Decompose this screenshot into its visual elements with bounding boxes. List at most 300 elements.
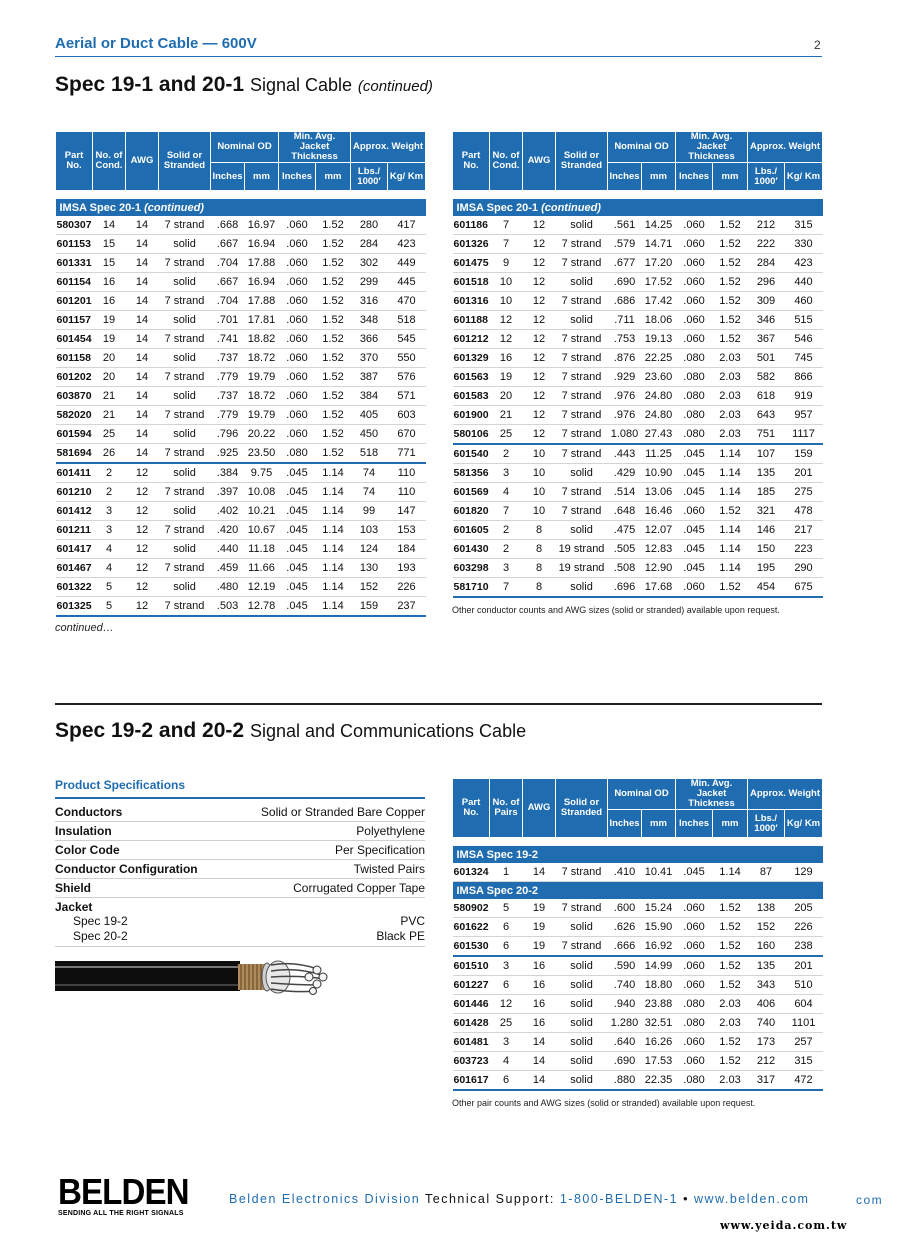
table-cell: 367 xyxy=(748,330,785,349)
table-cell: solid xyxy=(159,540,211,559)
table-cell: 16 xyxy=(490,349,523,368)
table-cell: .060 xyxy=(676,1033,713,1052)
table-cell: 16 xyxy=(523,995,556,1014)
table-cell: 7 strand xyxy=(556,444,608,464)
table-row xyxy=(453,330,823,349)
table-cell: 3 xyxy=(490,559,523,578)
table-cell: .060 xyxy=(279,235,316,254)
table-cell: 26 xyxy=(93,444,126,464)
table-cell: 348 xyxy=(351,311,388,330)
table-cell: 10.41 xyxy=(642,863,676,882)
table-cell: .704 xyxy=(211,254,245,273)
table-cell: .690 xyxy=(608,1052,642,1071)
table-header xyxy=(453,132,823,191)
table-cell: 10.90 xyxy=(642,464,676,483)
table-cell: .741 xyxy=(211,330,245,349)
spec-value: Corrugated Copper Tape xyxy=(293,881,425,895)
table-cell: 7 strand xyxy=(159,483,211,502)
table-section-label: IMSA Spec 19-2 xyxy=(453,846,823,863)
table-cell: 581694 xyxy=(56,444,93,464)
table-cell: .779 xyxy=(211,368,245,387)
table-cell: 601540 xyxy=(453,444,490,464)
table-cell: 14 xyxy=(126,292,159,311)
table-cell: .045 xyxy=(676,521,713,540)
table-cell: solid xyxy=(159,235,211,254)
table-cell: solid xyxy=(556,1014,608,1033)
table-row xyxy=(453,995,823,1014)
table-cell: 296 xyxy=(748,273,785,292)
table-cell: 19 xyxy=(523,899,556,918)
table-cell: 745 xyxy=(785,349,823,368)
table-cell: 3 xyxy=(490,1033,523,1052)
table-cell: 18.06 xyxy=(642,311,676,330)
table-cell: 16 xyxy=(93,292,126,311)
table-cell: 545 xyxy=(388,330,426,349)
table-cell: 601158 xyxy=(56,349,93,368)
table-cell: 601481 xyxy=(453,1033,490,1052)
table-cell: 16.46 xyxy=(642,502,676,521)
table-cell: solid xyxy=(159,502,211,521)
spec-row xyxy=(55,859,425,879)
table-cell: 601594 xyxy=(56,425,93,444)
table-row xyxy=(453,578,823,598)
table-cell: 10.08 xyxy=(245,483,279,502)
table-cell: 643 xyxy=(748,406,785,425)
table-bottom-footnote: Other pair counts and AWG sizes (solid or stranded) available upon request. xyxy=(452,1098,756,1108)
continued-note: continued… xyxy=(55,622,114,634)
table-cell: .060 xyxy=(279,406,316,425)
table-cell: 159 xyxy=(351,597,388,617)
table-cell: 12 xyxy=(523,387,556,406)
table-cell: 2.03 xyxy=(713,1014,748,1033)
table-cell: .397 xyxy=(211,483,245,502)
table-cell: 576 xyxy=(388,368,426,387)
spec-table-bottom xyxy=(452,778,823,1091)
col-lbs: Lbs./ 1000′ xyxy=(748,163,785,191)
table-cell: .579 xyxy=(608,235,642,254)
table-cell: 2 xyxy=(93,483,126,502)
section-divider xyxy=(55,703,822,705)
table-cell: .060 xyxy=(676,254,713,273)
table-cell: 7 strand xyxy=(556,406,608,425)
table-cell: .402 xyxy=(211,502,245,521)
table-cell: 135 xyxy=(748,956,785,976)
table-row xyxy=(453,406,823,425)
table-cell: 4 xyxy=(490,1052,523,1071)
table-cell: .667 xyxy=(211,273,245,292)
table-cell: 22.25 xyxy=(642,349,676,368)
table-cell: .740 xyxy=(608,976,642,995)
table-cell: .508 xyxy=(608,559,642,578)
table-cell: 582020 xyxy=(56,406,93,425)
table-cell: .045 xyxy=(279,502,316,521)
spec-jacket-sub-value: Black PE xyxy=(376,929,425,943)
table-cell: .429 xyxy=(608,464,642,483)
table-cell: 16 xyxy=(523,976,556,995)
col-od-mm: mm xyxy=(245,163,279,191)
cable-illustration xyxy=(55,955,345,1003)
table-cell: 7 strand xyxy=(159,254,211,273)
table-cell: 32.51 xyxy=(642,1014,676,1033)
table-cell: 23.88 xyxy=(642,995,676,1014)
table-row xyxy=(56,463,426,483)
col-od: Nominal OD xyxy=(608,779,676,810)
table-cell: 1.52 xyxy=(316,330,351,349)
footer-support-label: Technical Support: xyxy=(425,1192,555,1206)
table-cell: solid xyxy=(556,976,608,995)
table-cell: 7 strand xyxy=(556,483,608,502)
table-cell: 1101 xyxy=(785,1014,823,1033)
col-lbs: Lbs./ 1000′ xyxy=(351,163,388,191)
table-cell: 1.080 xyxy=(608,425,642,445)
table-cell: 12 xyxy=(126,463,159,483)
table-cell: 440 xyxy=(785,273,823,292)
spec-row xyxy=(55,802,425,822)
col-solid: Solid or Stranded xyxy=(159,132,211,191)
table-cell: 603 xyxy=(388,406,426,425)
table-cell: solid xyxy=(556,216,608,235)
table-cell: 12.83 xyxy=(642,540,676,559)
table-cell: 19 strand xyxy=(556,540,608,559)
table-cell: .668 xyxy=(211,216,245,235)
table-cell: 212 xyxy=(748,216,785,235)
table-cell: 1.14 xyxy=(713,521,748,540)
table-cell: 24.80 xyxy=(642,387,676,406)
table-cell: 99 xyxy=(351,502,388,521)
table-cell: .480 xyxy=(211,578,245,597)
table-cell: 7 strand xyxy=(159,406,211,425)
table-cell: .737 xyxy=(211,349,245,368)
table-cell: 10 xyxy=(523,483,556,502)
table-cell: .701 xyxy=(211,311,245,330)
table-cell: 74 xyxy=(351,463,388,483)
table-cell: 2.03 xyxy=(713,425,748,445)
table-row xyxy=(453,464,823,483)
table-cell: 604 xyxy=(785,995,823,1014)
table-cell: .045 xyxy=(279,463,316,483)
table-cell: 518 xyxy=(351,444,388,464)
table-cell: 25 xyxy=(93,425,126,444)
table-cell: 7 strand xyxy=(556,330,608,349)
table-cell: .060 xyxy=(676,578,713,598)
table-cell: 7 strand xyxy=(556,349,608,368)
table-cell: .080 xyxy=(676,995,713,1014)
table-cell: 185 xyxy=(748,483,785,502)
table-row xyxy=(453,937,823,957)
table-cell: 1.14 xyxy=(316,578,351,597)
table-row xyxy=(56,597,426,617)
table-row xyxy=(453,425,823,445)
table-cell: solid xyxy=(556,273,608,292)
table-cell: 12 xyxy=(490,330,523,349)
table-cell: 601210 xyxy=(56,483,93,502)
table-cell: 19.79 xyxy=(245,368,279,387)
table-cell: 603870 xyxy=(56,387,93,406)
table-cell: 14 xyxy=(126,330,159,349)
table-cell: 160 xyxy=(748,937,785,957)
table-cell: 201 xyxy=(785,956,823,976)
table-cell: 17.81 xyxy=(245,311,279,330)
table-cell: 14 xyxy=(126,273,159,292)
table-cell: .590 xyxy=(608,956,642,976)
footer-website[interactable]: www.belden.com xyxy=(693,1192,810,1206)
table-body-bottom-a xyxy=(453,838,823,882)
table-cell: .045 xyxy=(676,464,713,483)
table-cell: 417 xyxy=(388,216,426,235)
table-cell: .420 xyxy=(211,521,245,540)
table-row xyxy=(56,502,426,521)
table-cell: 3 xyxy=(490,464,523,483)
table-cell: 7 strand xyxy=(159,330,211,349)
table-cell: 581356 xyxy=(453,464,490,483)
table-cell: 7 strand xyxy=(159,521,211,540)
table-cell: 1.14 xyxy=(316,483,351,502)
table-cell: 16.92 xyxy=(642,937,676,957)
table-cell: 6 xyxy=(490,918,523,937)
table-cell: 12.19 xyxy=(245,578,279,597)
col-jacket: Min. Avg. Jacket Thickness xyxy=(279,132,351,163)
table-cell: 601467 xyxy=(56,559,93,578)
table-cell: 601322 xyxy=(56,578,93,597)
table-cell: 12 xyxy=(523,406,556,425)
table-cell: 343 xyxy=(748,976,785,995)
spec-label: Conductors xyxy=(55,805,123,819)
table-row xyxy=(453,521,823,540)
table-cell: 2 xyxy=(93,463,126,483)
table-cell: 423 xyxy=(388,235,426,254)
table-cell: 309 xyxy=(748,292,785,311)
table-cell: 7 strand xyxy=(556,235,608,254)
table-cell: 14 xyxy=(523,1052,556,1071)
table-cell: 601475 xyxy=(453,254,490,273)
table-cell: 601428 xyxy=(453,1014,490,1033)
table-cell: 7 xyxy=(490,216,523,235)
table-cell: .880 xyxy=(608,1071,642,1091)
table-cell: 1.52 xyxy=(713,330,748,349)
table-cell: 601510 xyxy=(453,956,490,976)
table-cell: 384 xyxy=(351,387,388,406)
spec-row xyxy=(55,878,425,898)
table-cell: 2.03 xyxy=(713,368,748,387)
table-row xyxy=(56,349,426,368)
col-awg: AWG xyxy=(126,132,159,191)
table-cell: 1.14 xyxy=(316,540,351,559)
table-cell: 1.14 xyxy=(316,521,351,540)
table-cell: 15.24 xyxy=(642,899,676,918)
table-cell: .060 xyxy=(279,387,316,406)
table-cell: 2 xyxy=(490,521,523,540)
belden-logo xyxy=(58,1171,200,1217)
table-cell: 12 xyxy=(523,330,556,349)
table-cell: 515 xyxy=(785,311,823,330)
table-cell: .060 xyxy=(676,899,713,918)
table-cell: 15 xyxy=(93,235,126,254)
table-cell: 10 xyxy=(523,444,556,464)
table-cell: 316 xyxy=(351,292,388,311)
table-cell: .443 xyxy=(608,444,642,464)
col-jacket: Min. Avg. Jacket Thickness xyxy=(676,132,748,163)
table-cell: .060 xyxy=(676,976,713,995)
table-cell: 12 xyxy=(523,292,556,311)
table-cell: 16.26 xyxy=(642,1033,676,1052)
table-cell: 14 xyxy=(126,425,159,444)
table-section-label: IMSA Spec 20-1 (continued) xyxy=(56,199,426,216)
table-row xyxy=(453,368,823,387)
table-cell: 1.280 xyxy=(608,1014,642,1033)
table-cell: 2 xyxy=(490,540,523,559)
table-cell: 7 strand xyxy=(556,387,608,406)
table-cell: 24.80 xyxy=(642,406,676,425)
table-row xyxy=(56,483,426,502)
table-cell: 14 xyxy=(126,349,159,368)
table-cell: 601154 xyxy=(56,273,93,292)
table-cell: 124 xyxy=(351,540,388,559)
table-cell: 601583 xyxy=(453,387,490,406)
spec-table-left xyxy=(55,131,426,617)
table-cell: 582 xyxy=(748,368,785,387)
table-cell: 1.52 xyxy=(713,216,748,235)
table-cell: 17.68 xyxy=(642,578,676,598)
table-cell: 405 xyxy=(351,406,388,425)
watermark-url: www.yeida.com.tw xyxy=(720,1219,848,1232)
col-part: Part No. xyxy=(453,779,490,838)
table-cell: 601324 xyxy=(453,863,490,882)
table-cell: .440 xyxy=(211,540,245,559)
table-cell: 601202 xyxy=(56,368,93,387)
col-jk-in: Inches xyxy=(279,163,316,191)
table-cell: solid xyxy=(556,918,608,937)
table-cell: .384 xyxy=(211,463,245,483)
section2-title-rest: Signal and Communications Cable xyxy=(249,721,527,741)
col-cond: No. of Cond. xyxy=(490,132,523,191)
table-cell: 601157 xyxy=(56,311,93,330)
table-body-bottom-b xyxy=(453,882,823,1091)
table-cell: 17.20 xyxy=(642,254,676,273)
table-cell: 12 xyxy=(490,311,523,330)
table-cell: 7 strand xyxy=(159,597,211,617)
table-cell: .045 xyxy=(279,483,316,502)
footer-bullet: • xyxy=(683,1192,689,1206)
table-row xyxy=(56,311,426,330)
table-cell: 238 xyxy=(785,937,823,957)
table-cell: 387 xyxy=(351,368,388,387)
table-cell: 20 xyxy=(93,349,126,368)
table-cell: 13.06 xyxy=(642,483,676,502)
table-cell: 21 xyxy=(93,387,126,406)
belden-logo-tagline: SENDING ALL THE RIGHT SIGNALS xyxy=(58,1210,184,1217)
table-cell: 7 strand xyxy=(159,216,211,235)
table-cell: 223 xyxy=(785,540,823,559)
table-cell: 7 strand xyxy=(159,444,211,464)
table-cell: 1.52 xyxy=(713,235,748,254)
table-cell: solid xyxy=(159,387,211,406)
table-cell: 957 xyxy=(785,406,823,425)
table-cell: 16.94 xyxy=(245,273,279,292)
table-cell: 7 xyxy=(490,502,523,521)
table-cell: solid xyxy=(556,311,608,330)
table-row xyxy=(453,1052,823,1071)
table-cell: .640 xyxy=(608,1033,642,1052)
table-row xyxy=(453,956,823,976)
col-od-in: Inches xyxy=(211,163,245,191)
table-cell: 257 xyxy=(785,1033,823,1052)
table-cell: 601411 xyxy=(56,463,93,483)
table-cell: 7 xyxy=(490,235,523,254)
table-cell: 601430 xyxy=(453,540,490,559)
table-cell: 7 strand xyxy=(159,368,211,387)
table-cell: 16.97 xyxy=(245,216,279,235)
table-row xyxy=(453,292,823,311)
table-cell: 601412 xyxy=(56,502,93,521)
table-cell: 4 xyxy=(93,540,126,559)
table-cell: 14 xyxy=(523,1071,556,1091)
spec-value: Twisted Pairs xyxy=(353,862,425,876)
table-cell: 14.71 xyxy=(642,235,676,254)
table-cell: .080 xyxy=(279,444,316,464)
table-cell: 14 xyxy=(126,444,159,464)
table-cell: 130 xyxy=(351,559,388,578)
table-cell: 19 xyxy=(93,330,126,349)
table-cell: .060 xyxy=(676,216,713,235)
table-cell: 601605 xyxy=(453,521,490,540)
table-cell: 12 xyxy=(126,540,159,559)
table-cell: 20 xyxy=(93,368,126,387)
table-cell: .648 xyxy=(608,502,642,521)
table-cell: 302 xyxy=(351,254,388,273)
table-cell: 601329 xyxy=(453,349,490,368)
table-row xyxy=(56,425,426,444)
table-cell: .677 xyxy=(608,254,642,273)
col-od-in: Inches xyxy=(608,163,642,191)
table-cell: 1.14 xyxy=(316,559,351,578)
table-cell: 315 xyxy=(785,216,823,235)
table-cell: .459 xyxy=(211,559,245,578)
table-cell: 152 xyxy=(748,918,785,937)
table-row xyxy=(453,899,823,918)
table-cell: 20.22 xyxy=(245,425,279,444)
table-cell: solid xyxy=(556,521,608,540)
section1-title-rest: Signal Cable xyxy=(249,75,353,95)
table-cell: 1.52 xyxy=(316,349,351,368)
table-cell: 366 xyxy=(351,330,388,349)
table-cell: 11.25 xyxy=(642,444,676,464)
table-cell: .045 xyxy=(279,597,316,617)
table-cell: 146 xyxy=(748,521,785,540)
table-cell: 450 xyxy=(351,425,388,444)
col-awg: AWG xyxy=(523,779,556,838)
table-cell: 7 strand xyxy=(159,292,211,311)
table-cell: 153 xyxy=(388,521,426,540)
spec-table-right xyxy=(452,131,823,598)
col-od-mm: mm xyxy=(642,810,676,838)
table-cell: .626 xyxy=(608,918,642,937)
table-cell: 1.52 xyxy=(316,254,351,273)
table-cell: 1.14 xyxy=(316,597,351,617)
table-cell: .045 xyxy=(279,578,316,597)
table-cell: solid xyxy=(556,464,608,483)
table-cell: 1.52 xyxy=(713,976,748,995)
table-cell: 103 xyxy=(351,521,388,540)
table-cell: 601563 xyxy=(453,368,490,387)
table-cell: 601900 xyxy=(453,406,490,425)
table-cell: 10.67 xyxy=(245,521,279,540)
table-cell: .045 xyxy=(676,483,713,502)
table-cell: 346 xyxy=(748,311,785,330)
spec-label: Insulation xyxy=(55,824,112,838)
table-cell: 601518 xyxy=(453,273,490,292)
table-cell: .060 xyxy=(279,311,316,330)
col-od-in: Inches xyxy=(608,810,642,838)
